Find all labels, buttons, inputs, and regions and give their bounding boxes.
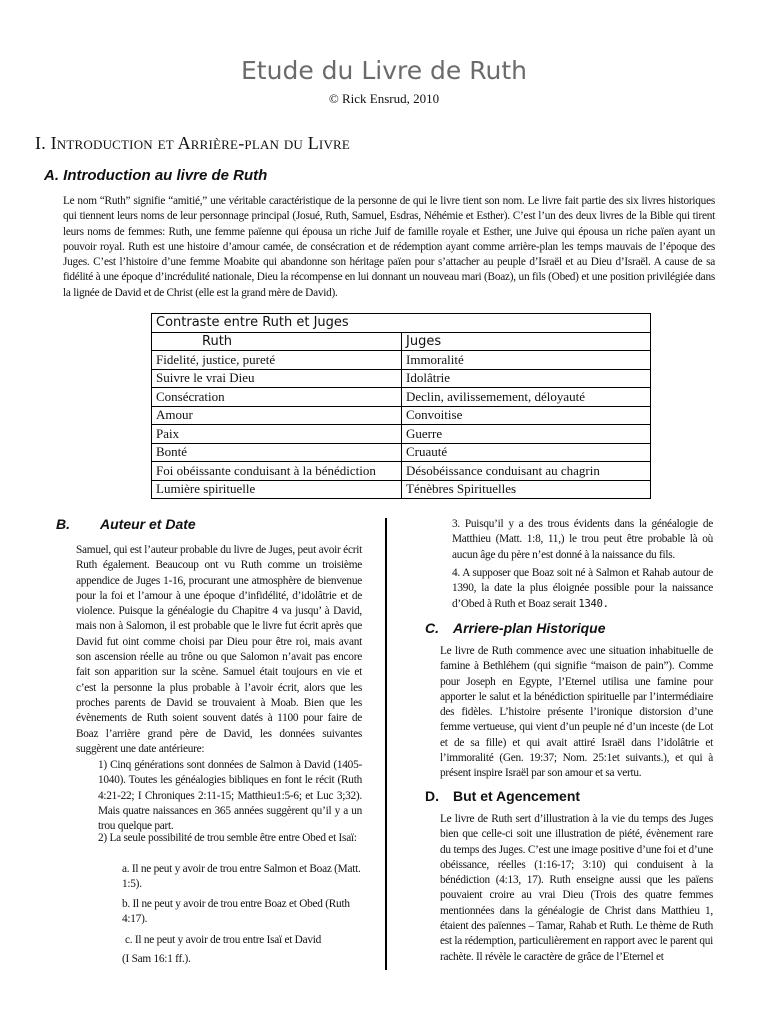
table-cell: Amour xyxy=(152,406,402,425)
subsection-c-heading xyxy=(425,620,605,636)
historical-background-paragraph: Le livre de Ruth commence avec une situation inhabituelle de famine à Bethléhem (qui signifie “maison de pain”). Comme pour Joseph en Egypte, l’Eternel utilisa une famine pour apporter le salut et la bénédiction spirituelle par l’intermédiaire des fidèles. L’histoire présente l’ironique distorsion d’une femme vertueuse, qui vient d’un peuple né d’un inceste (de Lot et de sa fille) et qui avait attiré Israël dans l’idolâtrie et l’immoralité (Gen. 19:37; Nom. 25:1et suivants.), et qui à présent inspire Israël par son amour et sa vertu. xyxy=(440,645,713,780)
table-cell: Consécration xyxy=(152,388,402,407)
list-item-4 xyxy=(452,566,713,612)
table-row xyxy=(152,480,651,499)
section-title: Introduction et Arrière-plan du Livre xyxy=(50,133,351,153)
table-cell: Immoralité xyxy=(402,351,651,370)
subsection-d-letter: D. xyxy=(425,788,439,804)
table-cell: Fidelité, justice, pureté xyxy=(152,351,402,370)
column-divider xyxy=(385,518,387,970)
document-title: Etude du Livre de Ruth xyxy=(241,56,527,85)
table-cell: Cruauté xyxy=(402,443,651,462)
table-cell: Guerre xyxy=(402,425,651,444)
table-cell: Suivre le vrai Dieu xyxy=(152,369,402,388)
subsection-b-heading xyxy=(56,516,196,532)
list-item-4-year: 1340. xyxy=(578,597,609,610)
author-date-paragraph: Samuel, qui est l’auteur probable du livre de Juges, peut avoir écrit Ruth également. Beaucoup ont vu Ruth comme un troisième appendice de Juges 1-16, procurant une atmosphère de bienvenue pour la foi et l’amour à une époque d’infidélité, d’idolâtrie et de violence. Puisque la généalogie du Chapitre 4 va jusqu’ à David, mais non à Salomon, il est probable que le livre fut écrit après que David fut oint comme choisi par Dieu pour être roi, mais avant son ascension réelle au trône ou que Salomon n’avait pas encore fait son apparition sur la scène. Samuel était toujours en vie et c’est la personne la plus probable à l’avoir écrit, alors que les proches parents de David se trouvaient à Moab. Bien que les évènements de Ruth soient souvent datés à 1100 pour faire de Boaz l’arrière grand père de David, les données suivantes suggèrent une date antérieure: xyxy=(76,544,362,755)
purpose-paragraph: Le livre de Ruth sert d’illustration à la vie du temps des Juges bien que celle-ci soit une illustration de piété, évènement rare du temps des Juges. C’est une image positive d’une foi et d’une obéissance, réelles (1:16-17; 3:10) qui conduisent à la bénédiction (4:13, 17). Ruth enseigne aussi que les païens pouvaient croire au vrai Dieu (Trois des quatre femmes mentionnées dans la généalogie de Christ dans Matthieu 1, étaient des païennes – Tamar, Rahab et Ruth. Le thème de Ruth est la rédemption, particulièrement en rapport avec le parent qui rachète. Il révèle le caractère de grâce de l’Eternel et xyxy=(440,813,713,963)
subsection-c-title: Arriere-plan Historique xyxy=(453,620,606,636)
table-row xyxy=(152,425,651,444)
table-cell: Foi obéissante conduisant à la bénédiction xyxy=(152,462,402,481)
section-number: I. xyxy=(35,133,51,153)
table-cell: Bonté xyxy=(152,443,402,462)
table-cell: Désobéissance conduisant au chagrin xyxy=(402,462,651,481)
table-cell: Declin, avilissemement, déloyauté xyxy=(402,388,651,407)
subsection-a-heading: A. Introduction au livre de Ruth xyxy=(44,167,268,184)
table-cell: Convoitise xyxy=(402,406,651,425)
table-row xyxy=(152,388,651,407)
intro-paragraph: Le nom “Ruth” signifie “amitié,” une véritable caractéristique de la personne de qui le livre tient son nom. Le livre fait partie des six livres historiques qui tiennent leurs noms de leur personnage principal (Josué, Ruth, Samuel, Esdras, Néhémie et Esther). C’est l’un des deux livres de la Bible qui tirent leurs noms de femmes: Ruth, une femme païenne qui épousa un riche Juif de famille royale et Esther, une Juive qui épousa un riche païen ayant un pouvoir royal. Ruth est une histoire d’amour camée, de consécration et de rédemption ayant comme arrière-plan les temps mauvais de l’époque des Juges. C’est l’histoire d’une femme Moabite qui abandonne son héritage païen pour s’attacher au peuple d’Israël et au Dieu d’Israël. A cause de sa fidélité à une époque d’incrédulité nationale, Dieu la récompense en lui donnant un nouveau mari (Boaz), un fils (Obed) et une position privilégiée dans la lignée de David et de Christ (elle est la grand mère de David). xyxy=(63,195,715,299)
table-cell: Ténèbres Spirituelles xyxy=(402,480,651,499)
section-heading xyxy=(35,133,350,154)
table-header-ruth: Ruth xyxy=(152,332,402,351)
table-row xyxy=(152,443,651,462)
table-caption: Contraste entre Ruth et Juges xyxy=(152,314,651,333)
table-row xyxy=(152,462,651,481)
list-subitem-b: b. Il ne peut y avoir de trou entre Boaz et Obed (Ruth 4:17). xyxy=(122,898,350,926)
table-cell: Lumière spirituelle xyxy=(152,480,402,499)
list-item-3: 3. Puisqu’il y a des trous évidents dans la généalogie de Matthieu (Matt. 1:8, 11,) le trou peut être probable là où aucun âge du père n’est donné à la naissance du fils. xyxy=(452,518,713,561)
subsection-c-letter: C. xyxy=(425,620,439,636)
list-subitem-a: a. Il ne peut y avoir de trou entre Salmon et Boaz (Matt. 1:5). xyxy=(122,863,361,891)
subsection-b-title: Auteur et Date xyxy=(100,516,196,532)
list-item-1: 1) Cinq générations sont données de Salmon à David (1405-1040). Toutes les généalogies bibliques en font le récit (Ruth 4:21-22; I Chroniques 2:11-15; Matthieu1:5-6; et Luc 3;32). Mais quatre naissances en 365 années suggèrent qu’il y a un trou quelque part. xyxy=(98,759,362,833)
subsection-d-heading xyxy=(425,788,580,804)
list-item-2: 2) La seule possibilité de trou semble être entre Obed et Isaï: xyxy=(98,832,357,844)
list-subitem-c-reference: (I Sam 16:1 ff.). xyxy=(122,953,191,965)
table-header-juges: Juges xyxy=(402,332,651,351)
subsection-d-title: But et Agencement xyxy=(453,788,581,804)
table-row xyxy=(152,351,651,370)
table-caption-row xyxy=(152,314,651,333)
table-cell: Paix xyxy=(152,425,402,444)
contrast-table xyxy=(151,313,651,499)
list-item-4-text: 4. A supposer que Boaz soit né à Salmon et Rahab autour de 1390, la date la plus éloignée possible pour la naissance d’Obed à Ruth et Boaz serait xyxy=(452,567,713,610)
table-header-row xyxy=(152,332,651,351)
copyright-line: © Rick Ensrud, 2010 xyxy=(328,91,440,106)
list-subitem-c: c. Il ne peut y avoir de trou entre Isaï et David xyxy=(125,934,322,946)
subsection-b-letter: B. xyxy=(56,516,70,532)
table-row xyxy=(152,406,651,425)
table-row xyxy=(152,369,651,388)
table-cell: Idolâtrie xyxy=(402,369,651,388)
